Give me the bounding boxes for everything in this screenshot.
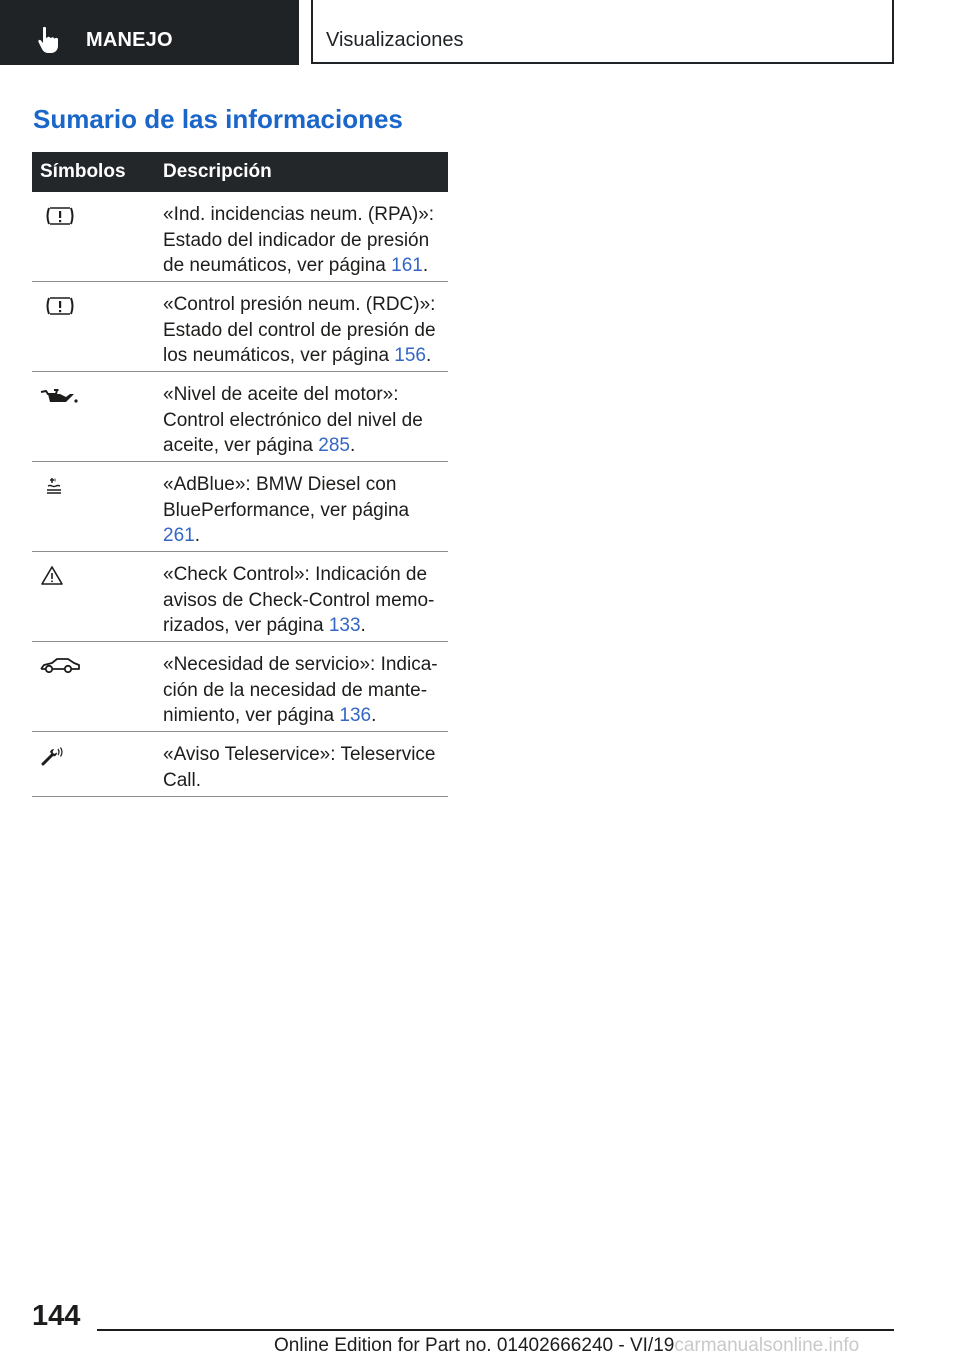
section-label: MANEJO — [86, 29, 173, 51]
chapter-tab — [311, 0, 894, 64]
symbols-table — [32, 152, 448, 797]
edition-footer — [274, 1335, 859, 1357]
edition-text: Online Edition for Part no. 01402666240 - VI/19 — [274, 1335, 675, 1356]
adblue-icon — [40, 474, 80, 498]
row-description: «Control presión neum. (RDC)»: Estado del control de presión de los neumáticos, ver página 156. — [163, 294, 436, 366]
oil-can-icon — [40, 384, 80, 408]
page-title: Sumario de las informaciones — [33, 104, 403, 134]
table-header — [32, 152, 448, 192]
row-description: «AdBlue»: BMW Diesel con BluePerformance, ver página 261. — [163, 474, 410, 546]
page-link[interactable]: 136 — [339, 705, 372, 726]
row-description: «Aviso Teleservice»: Teleservice Call. — [163, 744, 436, 791]
row-description: «Ind. incidencias neum. (RPA)»: Estado del indicador de presión de neumáticos, ver página 161. — [163, 204, 435, 276]
table-row — [32, 372, 448, 462]
hand-pointer-icon — [37, 26, 63, 54]
table-row — [32, 552, 448, 642]
table-row — [32, 642, 448, 732]
section-tab — [0, 0, 299, 65]
tire-pressure-warning-icon — [40, 204, 80, 228]
table-row — [32, 192, 448, 282]
chapter-label: Visualizaciones — [326, 29, 464, 51]
row-description: «Necesidad de servicio»: Indicación de la necesidad de mantenimiento, ver página 136. — [163, 654, 438, 726]
page-number: 144 — [32, 1300, 81, 1332]
column-header-symbols: Símbolos — [40, 161, 126, 182]
tire-pressure-warning-icon — [40, 294, 80, 318]
column-header-description: Descripción — [163, 161, 272, 182]
page-link[interactable]: 285 — [318, 435, 350, 456]
service-car-icon — [40, 654, 80, 678]
teleservice-wrench-icon — [40, 744, 80, 768]
page-link[interactable]: 261 — [163, 525, 195, 546]
table-row — [32, 732, 448, 797]
row-description: «Check Control»: Indicación de avisos de Check-Control memorizados, ver página 133. — [163, 564, 435, 636]
table-row — [32, 462, 448, 552]
footer-divider — [97, 1329, 894, 1331]
page-link[interactable]: 156 — [394, 345, 426, 366]
table-row — [32, 282, 448, 372]
page-link[interactable]: 161 — [391, 255, 423, 276]
page-link[interactable]: 133 — [328, 615, 361, 636]
warning-triangle-icon — [40, 564, 80, 588]
row-description: «Nivel de aceite del motor»: Control electrónico del nivel de aceite, ver página 285. — [163, 384, 423, 456]
watermark: carmanualsonline.info — [674, 1335, 860, 1356]
